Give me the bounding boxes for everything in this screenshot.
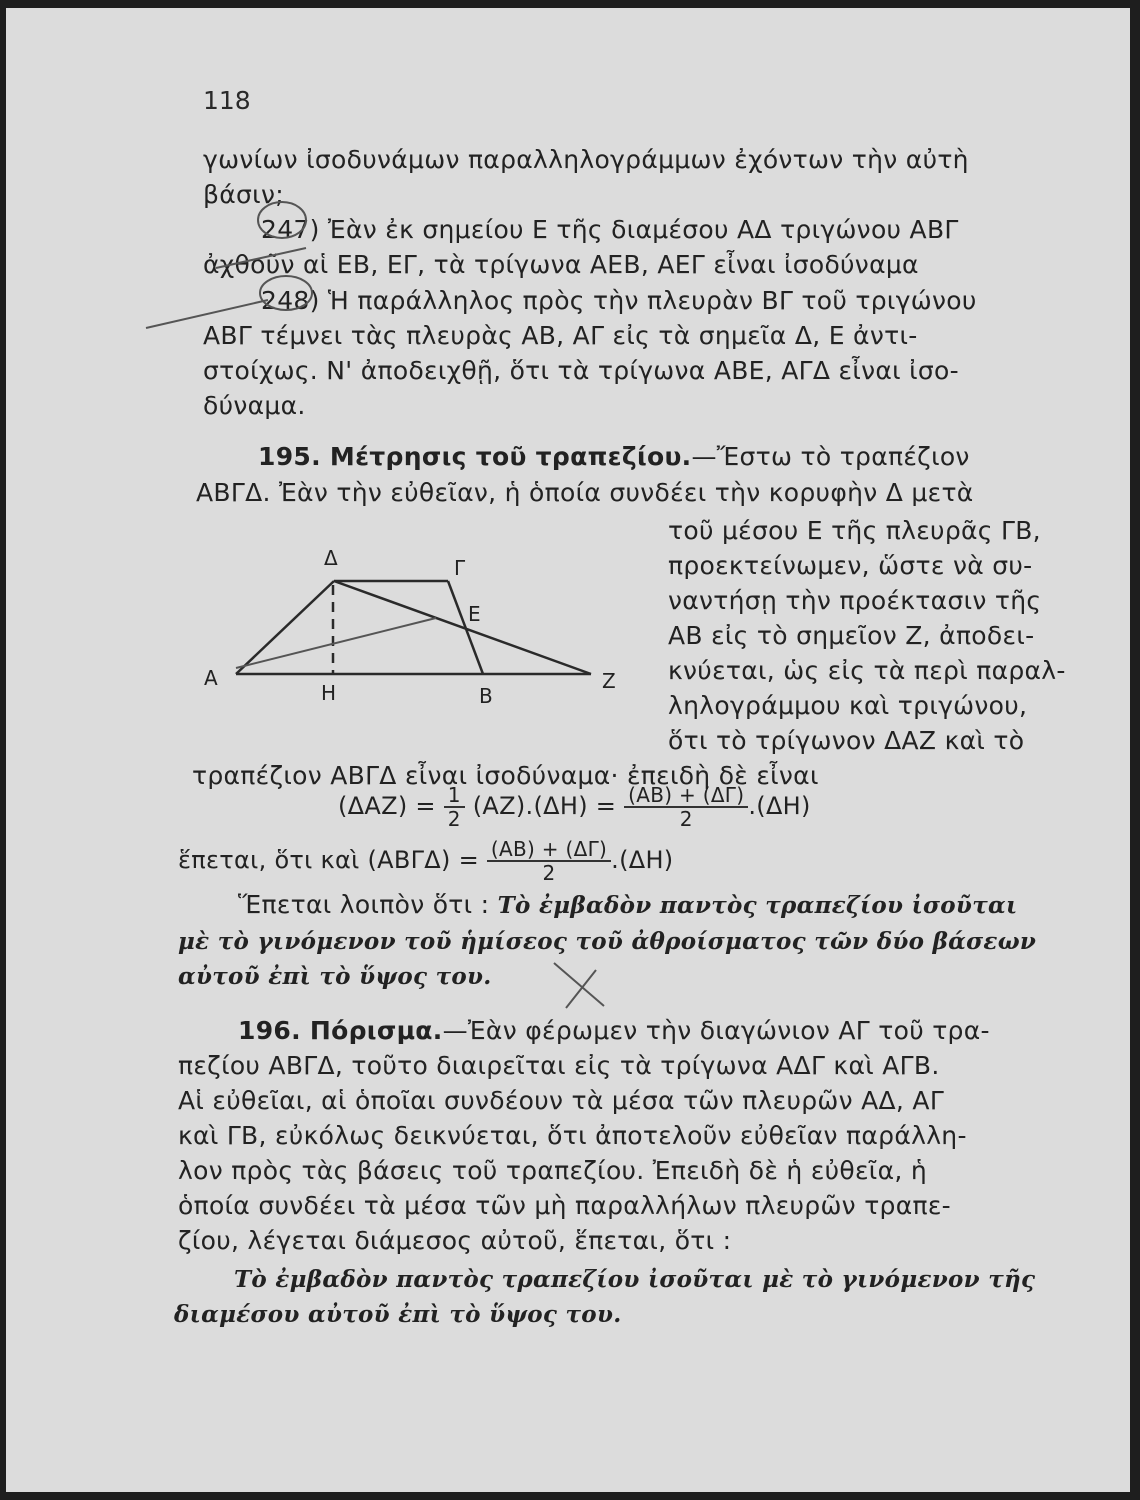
- fraction-denominator: 2: [679, 807, 693, 831]
- text-line: κνύεται, ὡς εἰς τὰ περὶ παραλ-: [668, 656, 1066, 685]
- formula-middle: (ΑΖ).(ΔΗ) =: [472, 792, 617, 820]
- text-line: τραπέζιον ΑΒΓΔ εἶναι ἰσοδύναμα· ἐπειδὴ δὲ εἶναι: [192, 761, 819, 790]
- formula-left: (ΔΑΖ) =: [338, 792, 436, 820]
- circle-mark: [258, 202, 306, 238]
- fraction-denominator: 2: [542, 861, 556, 885]
- conclusion-text: διαμέσου αὐτοῦ ἐπὶ τὸ ὕψος του.: [174, 1301, 622, 1328]
- label-eta: Η: [321, 681, 337, 705]
- text-line: βάσιν;: [203, 180, 284, 209]
- text-line: γωνίων ἰσοδυνάμων παραλληλογράμμων ἐχόντων τὴν αὐτὴ: [203, 145, 969, 174]
- text-line: ὁποία συνδέει τὰ μέσα τῶν μὴ παραλλήλων πλευρῶν τραπε-: [178, 1191, 951, 1220]
- text-line: ἀχθοῦν αἱ ΕΒ, ΕΓ, τὰ τρίγωνα ΑΕΒ, ΑΕΓ εἶναι ἰσοδύναμα: [203, 250, 919, 279]
- conclusion-text: αὐτοῦ ἐπὶ τὸ ὕψος του.: [178, 963, 492, 990]
- text-line: ΑΒ εἰς τὸ σημεῖον Ζ, ἀποδει-: [668, 621, 1035, 650]
- text-line: ὅτι τὸ τρίγωνον ΔΑΖ καὶ τὸ: [668, 726, 1025, 755]
- conclusion-text: Τὸ ἐμβαδὸν παντὸς τραπεζίου ἰσοῦται μὲ τὸ γινόμενον τῆς: [234, 1266, 1036, 1293]
- text-line: ζίου, λέγεται διάμεσος αὐτοῦ, ἕπεται, ὅτι :: [178, 1226, 732, 1255]
- text-line: προεκτείνωμεν, ὥστε νὰ συ-: [668, 551, 1033, 580]
- text-line: λον πρὸς τὰς βάσεις τοῦ τραπεζίου. Ἐπειδὴ δὲ ἡ εὐθεῖα, ἡ: [178, 1156, 927, 1185]
- formula-right: .(ΔΗ): [748, 792, 811, 820]
- conclusion-text: μὲ τὸ γινόμενον τοῦ ἡμίσεος τοῦ ἀθροίσματος τῶν δύο βάσεων: [178, 928, 1037, 955]
- pencil-marks: [6, 8, 1130, 1492]
- cross-mark: [554, 963, 604, 1008]
- label-epsilon: Ε: [468, 602, 481, 626]
- book-page: [6, 8, 1130, 1492]
- formula-left: ἕπεται, ὅτι καὶ (ΑΒΓΔ) =: [178, 846, 479, 874]
- text-line: ΑΒΓ τέμνει τὰς πλευρὰς ΑΒ, ΑΓ εἰς τὰ σημεῖα Δ, Ε ἀντι-: [203, 321, 918, 350]
- label-gamma: Γ: [454, 556, 466, 580]
- text-line: στοίχως. Ν' ἀποδειχθῇ, ὅτι τὰ τρίγωνα ΑΒΕ, ΑΓΔ εἶναι ἰσο-: [203, 356, 959, 385]
- pen-stroke: [236, 618, 436, 668]
- formula-right: .(ΔΗ): [611, 846, 674, 874]
- page-number: 118: [203, 86, 251, 115]
- section-196-lead: —Ἐὰν φέρωμεν τὴν διαγώνιον ΑΓ τοῦ τρα-: [442, 1016, 990, 1045]
- text-line: τοῦ μέσου Ε τῆς πλευρᾶς ΓΒ,: [668, 516, 1041, 545]
- fraction-denominator: 2: [447, 807, 461, 831]
- fraction-numerator: (ΑΒ) + (ΔΓ): [624, 784, 748, 808]
- section-195-heading: 195. Μέτρησις τοῦ τραπεζίου.: [258, 442, 692, 471]
- circle-mark: [260, 276, 312, 310]
- section-196-heading: 196. Πόρισμα.: [238, 1016, 443, 1045]
- fraction-numerator: 1: [444, 784, 465, 808]
- exercise-247: 247) Ἐὰν ἐκ σημείου Ε τῆς διαμέσου ΑΔ τριγώνου ΑΒΓ: [261, 215, 959, 244]
- label-zeta: Ζ: [602, 669, 616, 693]
- label-delta: Δ: [324, 546, 338, 570]
- label-alpha: Α: [204, 666, 218, 690]
- pen-stroke: [216, 248, 306, 268]
- exercise-248: 248) Ἡ παράλληλος πρὸς τὴν πλευρὰν ΒΓ τοῦ τριγώνου: [261, 286, 977, 315]
- text-line: δύναμα.: [203, 391, 306, 420]
- text-line: πεζίου ΑΒΓΔ, τοῦτο διαιρεῖται εἰς τὰ τρίγωνα ΑΔΓ καὶ ΑΓΒ.: [178, 1051, 940, 1080]
- pen-stroke: [146, 300, 268, 328]
- fraction-numerator: (ΑΒ) + (ΔΓ): [487, 838, 611, 862]
- conclusion-lead: Ἕπεται λοιπὸν ὅτι :: [238, 890, 490, 919]
- text-line: ΑΒΓΔ. Ἐὰν τὴν εὐθεῖαν, ἡ ὁποία συνδέει τὴν κορυφὴν Δ μετὰ: [196, 478, 974, 507]
- text-line: ληλογράμμου καὶ τριγώνου,: [668, 691, 1028, 720]
- conclusion-text: Τὸ ἐμβαδὸν παντὸς τραπεζίου ἰσοῦται: [497, 892, 1018, 919]
- text-line: καὶ ΓΒ, εὐκόλως δεικνύεται, ὅτι ἀποτελοῦν εὐθεῖαν παράλλη-: [178, 1121, 967, 1150]
- text-line: ναντήσῃ τὴν προέκτασιν τῆς: [668, 586, 1042, 615]
- section-195-lead: —Ἔστω τὸ τραπέζιον: [691, 442, 970, 471]
- text-line: Αἱ εὐθεῖαι, αἱ ὁποῖαι συνδέουν τὰ μέσα τῶν πλευρῶν ΑΔ, ΑΓ: [178, 1086, 945, 1115]
- label-beta: Β: [479, 684, 493, 708]
